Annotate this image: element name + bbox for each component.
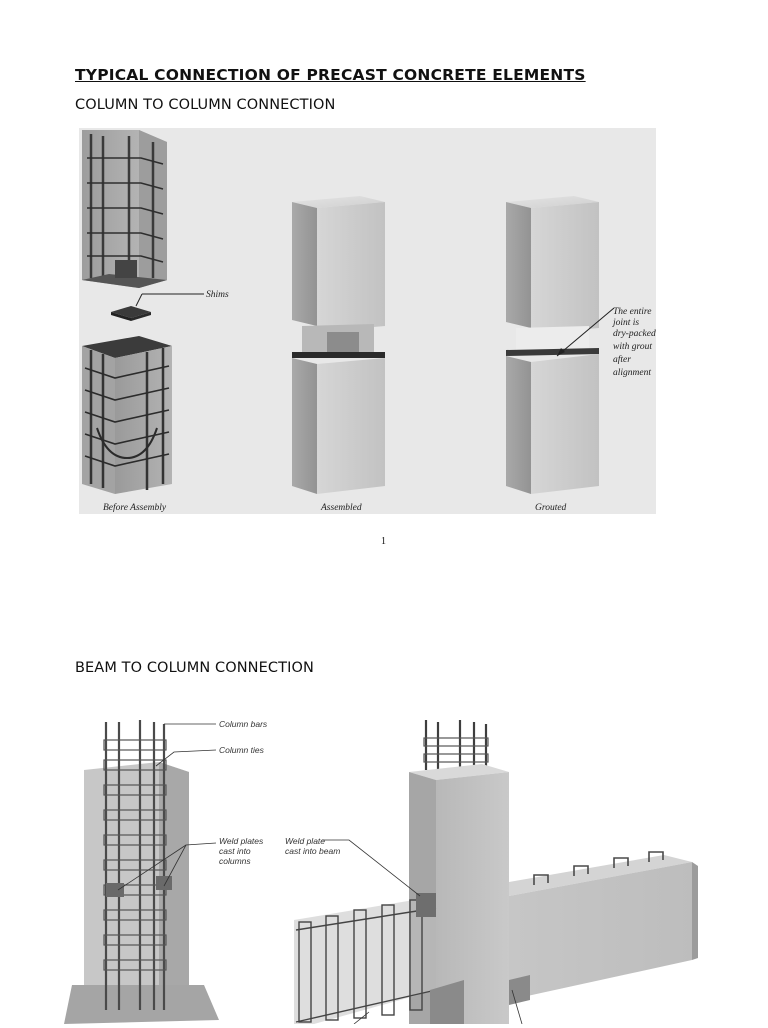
label-grouted: Grouted	[535, 503, 567, 513]
shim-plate	[111, 294, 204, 321]
grouted-column	[506, 196, 614, 494]
label-weld-plates-3: columns	[219, 856, 251, 866]
label-note-line4: with grout	[613, 342, 652, 352]
label-before-assembly: Before Assembly	[103, 503, 167, 513]
label-column-bars: Column bars	[219, 719, 268, 729]
label-note-line3: dry-packed	[613, 329, 656, 339]
label-weld-plate-beam-1: Weld plate	[285, 836, 326, 846]
left-column-with-bars	[64, 720, 219, 1024]
document-title: TYPICAL CONNECTION OF PRECAST CONCRETE ELEMENTS	[75, 66, 586, 84]
label-weld-plates-2: cast into	[219, 846, 251, 856]
right-column-and-beams	[294, 720, 698, 1024]
before-assembly-lower-column	[82, 336, 172, 494]
label-weld-plates-1: Weld plates	[219, 836, 264, 846]
figure-beam-to-column	[64, 700, 704, 1024]
label-shims: Shims	[206, 290, 229, 300]
assembled-column	[292, 196, 385, 494]
label-note-line5: after	[613, 355, 631, 365]
label-note-line1: The entire	[613, 307, 652, 317]
column-connection-illustration	[79, 128, 656, 514]
label-weld-plate-beam-2: cast into beam	[285, 846, 341, 856]
page-number: 1	[381, 536, 386, 547]
figure-column-to-column	[79, 128, 656, 514]
label-note-line6: alignment	[613, 368, 651, 378]
section-heading-beam-to-column: BEAM TO COLUMN CONNECTION	[75, 660, 314, 676]
section-heading-column-to-column: COLUMN TO COLUMN CONNECTION	[75, 97, 336, 113]
beam-column-illustration	[64, 700, 704, 1024]
label-column-ties: Column ties	[219, 745, 264, 755]
before-assembly-upper-column	[82, 130, 167, 288]
label-assembled: Assembled	[321, 503, 362, 513]
label-note-line2: joint is	[613, 318, 640, 328]
